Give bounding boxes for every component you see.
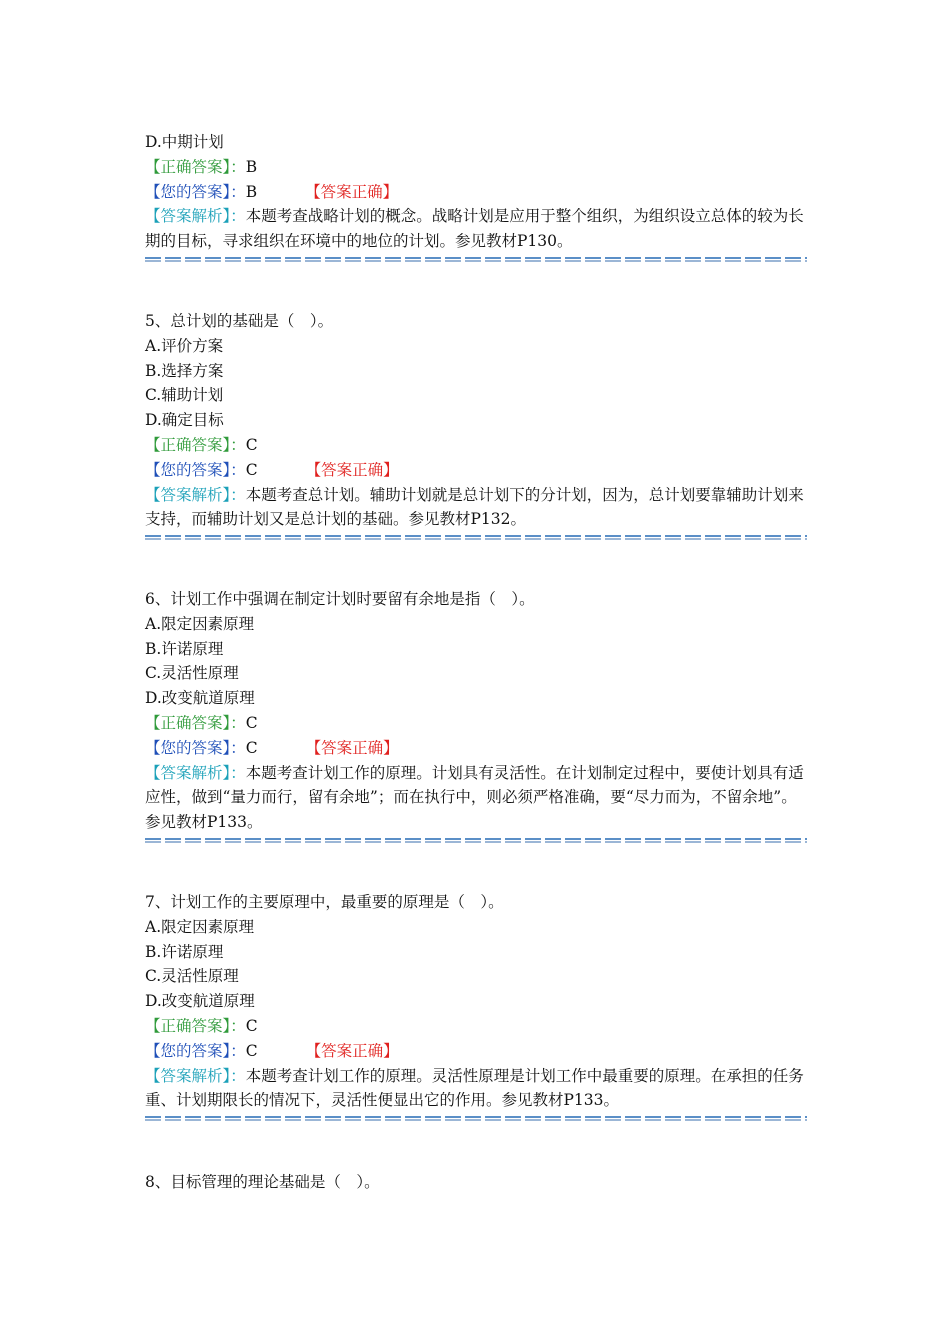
question-4-block [145,130,807,262]
q6-your-answer [145,736,807,761]
answer-right-badge: 【答案正确】 [305,738,399,757]
q7-analysis [145,1064,807,1114]
q7-question: 7、计划工作的主要原理中，最重要的原理是（ ）。 [145,893,504,911]
your-answer-label: 【您的答案】： [145,1041,246,1060]
correct-answer-value: C [245,1016,258,1035]
q6-option-b: B.许诺原理 [145,639,224,658]
q4-your-answer [145,180,807,205]
q6-option-c: C.灵活性原理 [145,664,239,683]
your-answer-label: 【您的答案】： [145,460,246,479]
q5-option-b: B.选择方案 [145,361,224,380]
q6-question: 6、计划工作中强调在制定计划时要留有余地是指（ ）。 [145,590,535,608]
correct-answer-value: C [245,713,258,732]
your-answer-label: 【您的答案】： [145,182,246,201]
analysis-label: 【答案解析】： [145,207,246,226]
analysis-label: 【答案解析】： [145,1066,246,1085]
question-6-block [145,587,807,843]
q4-option-d: D.中期计划 [145,133,224,151]
q7-option-d: D.改变航道原理 [145,992,255,1011]
q8-question: 8、目标管理的理论基础是（ ）。 [145,1173,380,1191]
your-answer-value: C [245,1041,258,1060]
analysis-label: 【答案解析】： [145,763,246,782]
q7-correct-answer [145,1014,807,1039]
q4-correct-answer [145,155,807,180]
answer-right-badge: 【答案正确】 [305,460,399,479]
your-answer-value: C [245,738,258,757]
q7-option-c: C.灵活性原理 [145,967,239,986]
q6-analysis [145,761,807,835]
q5-correct-answer [145,433,807,458]
analysis-text: 本题考查总计划。辅助计划就是总计划下的分计划，因为，总计划要靠辅助计划来支持，而辅助计划又是总计划的基础。参见教材P132。 [145,485,804,529]
correct-answer-label: 【正确答案】： [145,713,246,732]
q4-analysis [145,204,807,254]
correct-answer-label: 【正确答案】： [145,1016,246,1035]
your-answer-value: C [245,460,258,479]
q5-option-c: C.辅助计划 [145,386,224,405]
q5-option-a: A.评价方案 [145,336,224,355]
analysis-text: 本题考查计划工作的原理。灵活性原理是计划工作中最重要的原理。在承担的任务重、计划期限长的情况下，灵活性便显出它的作用。参见教材P133。 [145,1066,804,1110]
q5-question: 5、总计划的基础是（ ）。 [145,312,334,330]
analysis-label: 【答案解析】： [145,485,246,504]
your-answer-label: 【您的答案】： [145,738,246,757]
analysis-text: 本题考查战略计划的概念。战略计划是应用于整个组织，为组织设立总体的较为长期的目标，寻求组织在环境中的地位的计划。参见教材P130。 [145,207,804,251]
question-5-block [145,309,807,540]
correct-answer-value: C [245,435,258,454]
answer-right-badge: 【答案正确】 [305,182,399,201]
question-7-block [145,890,807,1121]
analysis-text: 本题考查计划工作的原理。计划具有灵活性。在计划制定过程中，要使计划具有适应性，做到“量力而行，留有余地”；而在执行中，则必须严格准确，要“尽力而为，不留余地”。参见教材P133。 [145,763,804,832]
q7-option-a: A.限定因素原理 [145,917,255,936]
your-answer-value: B [245,182,258,201]
separator [145,1116,807,1121]
q6-option-a: A.限定因素原理 [145,614,255,633]
correct-answer-label: 【正确答案】： [145,157,246,176]
q5-your-answer [145,458,807,483]
separator [145,838,807,843]
answer-right-badge: 【答案正确】 [305,1041,399,1060]
q6-correct-answer [145,711,807,736]
question-8-block [145,1170,807,1195]
separator [145,535,807,540]
separator [145,257,807,262]
q6-option-d: D.改变航道原理 [145,689,255,708]
q5-analysis [145,483,807,533]
q7-option-b: B.许诺原理 [145,942,224,961]
correct-answer-value: B [245,157,258,176]
q5-option-d: D.确定目标 [145,411,224,430]
correct-answer-label: 【正确答案】： [145,435,246,454]
q7-your-answer [145,1039,807,1064]
